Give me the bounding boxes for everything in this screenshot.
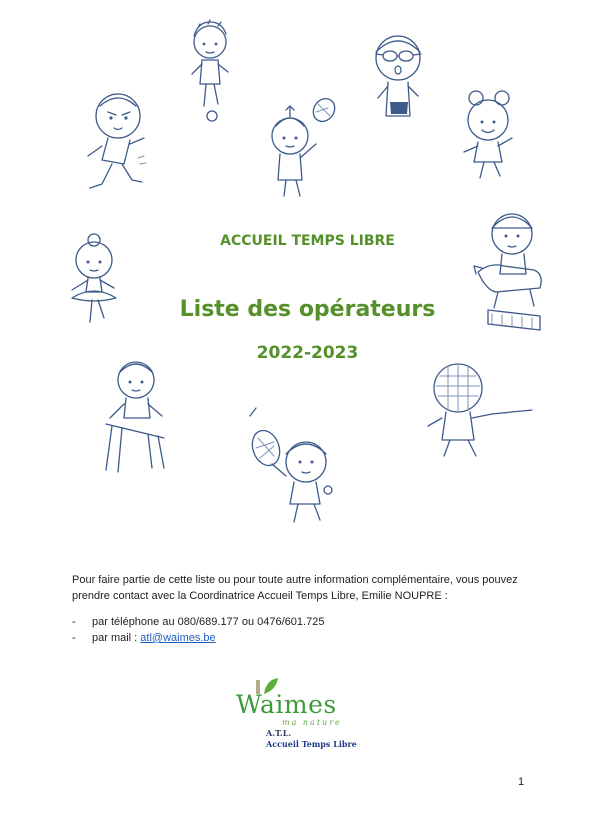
school-years: 2022-2023: [256, 343, 359, 363]
logo-tagline: ma nature: [282, 718, 342, 727]
intro-paragraph: [72, 572, 542, 604]
intro-line-2: prendre contact avec la Coordinatrice Accueil Temps Libre, Emilie NOUPRE :: [72, 590, 448, 602]
page-number: 1: [518, 776, 525, 788]
child-football-icon: [180, 18, 240, 128]
child-fencing-icon: [422, 360, 537, 460]
waimes-logo: [232, 676, 362, 756]
list-bullet: -: [72, 632, 76, 644]
atl-heading: ACCUEIL TEMPS LIBRE: [220, 233, 395, 249]
logo-full-name: Accueil Temps Libre: [266, 739, 357, 749]
page-title: Liste des opérateurs: [179, 297, 436, 322]
logo-wordmark: Waimes: [236, 690, 337, 719]
contact-list: [72, 614, 324, 646]
contact-phone-text: par téléphone au 080/689.177 ou 0476/601.725: [92, 616, 325, 628]
intro-line-1: Pour faire partie de cette liste ou pour toute autre information complémentaire, vous pouvez: [72, 574, 518, 586]
child-dancing-icon: [456, 86, 526, 186]
contact-email-link[interactable]: atl@waimes.be: [140, 632, 216, 644]
child-swimmer-icon: [364, 30, 436, 130]
child-badminton-icon: [258, 96, 348, 206]
contact-email-item: [72, 630, 324, 646]
logo-abbreviation: A.T.L.: [266, 728, 292, 738]
child-running-icon: [78, 88, 158, 198]
contact-email-prefix: par mail :: [92, 632, 141, 644]
list-bullet: -: [72, 616, 76, 628]
child-gymnastics-icon: [100, 360, 170, 475]
contact-phone-item: [72, 614, 324, 630]
child-tennis-icon: [244, 402, 334, 527]
